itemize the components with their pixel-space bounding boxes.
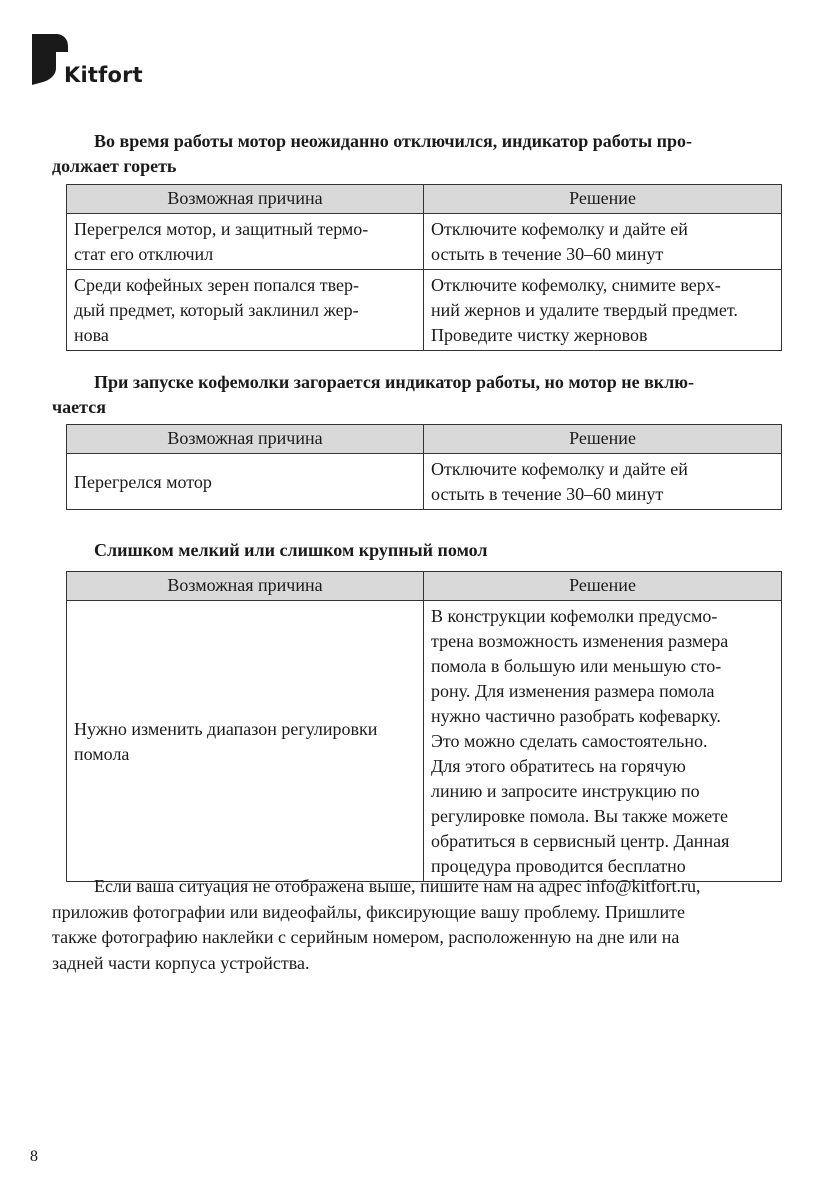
solution-cell: Отключите кофемолку и дайте ей остыть в течение 30–60 минут: [424, 214, 782, 270]
section-heading: Слишком мелкий или слишком крупный помол: [94, 540, 488, 560]
troubleshooting-table-motor-not-starting: [66, 424, 782, 510]
troubleshooting-table-motor-stopped: [66, 184, 782, 351]
cause-cell: Нужно изменить диапазон регулировки помола: [67, 601, 424, 882]
header-cause: Возможная причина: [67, 425, 424, 454]
table-header-row: [67, 425, 782, 454]
cause-cell: Среди кофейных зерен попался твер- дый предмет, который заклинил жер- нова: [67, 270, 424, 351]
table-row: [67, 454, 782, 510]
contact-paragraph: Если ваша ситуация не отображена выше, пишите нам на адрес info@kitfort.ru, приложив фотографии или видеофайлы, фиксирующие вашу проблему. Пришлите также фотографию наклейки с серийным номером, расположенную на дне или на задней части корпуса устройства.: [52, 876, 701, 973]
header-solution: Решение: [424, 572, 782, 601]
solution-cell: В конструкции кофемолки предусмо- трена возможность изменения размера помола в большую или меньшую сто- рону. Для изменения размера помола нужно частично разобрать кофеварку. Это можно сделать самостоятельно. Для этого обратитесь на горячую линию и запросите инструкцию по регулировке помола. Вы также можете обратиться в сервисный центр. Данная процедура проводится бесплатно: [424, 601, 782, 882]
header-solution: Решение: [424, 185, 782, 214]
header-cause: Возможная причина: [67, 185, 424, 214]
section-heading: Во время работы мотор неожиданно отключился, индикатор работы про- должает гореть: [52, 131, 693, 176]
section-motor-stopped: [52, 129, 781, 179]
cause-cell: Перегрелся мотор, и защитный термо- стат его отключил: [67, 214, 424, 270]
solution-cell: Отключите кофемолку, снимите верх- ний жернов и удалите твердый предмет. Проведите чистку жерновов: [424, 270, 782, 351]
page-number: 8: [30, 1148, 38, 1165]
section-motor-not-starting: [52, 370, 781, 420]
header-solution: Решение: [424, 425, 782, 454]
table-row: [67, 214, 782, 270]
section-heading: При запуске кофемолки загорается индикатор работы, но мотор не вклю- чается: [52, 372, 695, 417]
header-cause: Возможная причина: [67, 572, 424, 601]
table-header-row: [67, 185, 782, 214]
kitfort-logo: [30, 32, 143, 86]
table-row: [67, 601, 782, 882]
table-header-row: [67, 572, 782, 601]
solution-cell: Отключите кофемолку и дайте ей остыть в течение 30–60 минут: [424, 454, 782, 510]
troubleshooting-table-grind-size: [66, 571, 782, 882]
table-row: [67, 270, 782, 351]
kitfort-logo-text: Kitfort: [64, 63, 143, 87]
section-grind-size: [52, 538, 781, 563]
cause-cell: Перегрелся мотор: [67, 454, 424, 510]
